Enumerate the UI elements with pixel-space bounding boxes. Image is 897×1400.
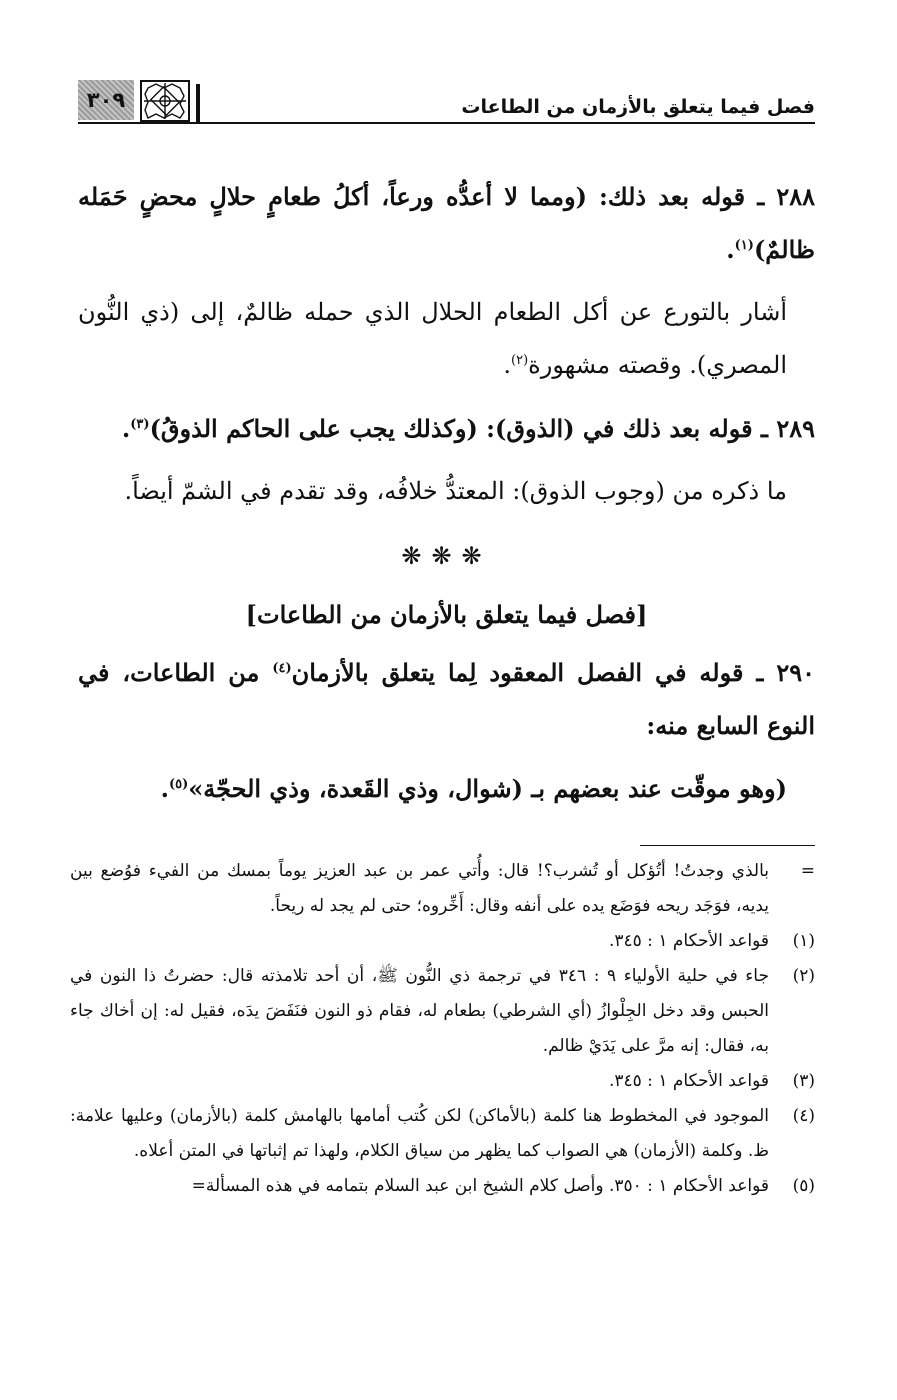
paragraph-288-heading-end: . bbox=[726, 235, 735, 264]
paragraph-289-text: ما ذكره من (وجوب الذوق): المعتدُّ خلافُه، وقد تقدم في الشمّ أيضاً. bbox=[124, 477, 787, 505]
geometric-ornament-icon bbox=[140, 80, 190, 122]
footnote-label: (٢) bbox=[792, 966, 815, 986]
paragraph-288-heading-text: ٢٨٨ ـ قوله بعد ذلك: (ومما لا أعدُّه ورعاً، أكلُ طعامٍ حلالٍ محضٍ حَمَله ظالمٌ) bbox=[78, 182, 815, 264]
paragraph-289-heading bbox=[78, 402, 815, 455]
footnote-text: جاء في حلية الأولياء ٩ : ٣٤٦ في ترجمة ذي النُّون ﷺ، أن أحد تلامذته قال: حضرتُ ذا النون في الحبس وقد دخل الجِلْوازُ (أي الشرطي) بطعام له، فقام ذو النون فنَفَضَ يدَه، فقيل له: إن أخاك جاء به، فقال: إنه مرَّ على يَدَيْ ظالم. bbox=[70, 966, 769, 1056]
footnote-label: (٣) bbox=[792, 1071, 815, 1091]
footnote-label: (١) bbox=[792, 931, 815, 951]
footnote-text: قواعد الأحكام ١ : ٣٤٥. bbox=[608, 931, 769, 951]
paragraph-290-quote-end: . bbox=[160, 774, 169, 803]
footnote-continued bbox=[70, 854, 815, 924]
paragraph-290-heading-text: ٢٩٠ ـ قوله في الفصل المعقود لِما يتعلق بالأزمان bbox=[291, 658, 816, 687]
paragraph-288-text-end: . bbox=[503, 351, 512, 379]
footnote-2 bbox=[70, 959, 815, 1064]
running-header bbox=[78, 78, 815, 124]
footnote-ref-2: (٢) bbox=[511, 353, 529, 368]
paragraph-288-text bbox=[78, 286, 815, 392]
paragraph-290-quote-text: (وهو موقّت عند بعضهم بـ (شوال، وذي القَعدة، وذي الحجّة» bbox=[188, 774, 787, 803]
footnote-ref-5: (٥) bbox=[168, 777, 189, 792]
header-divider-bar bbox=[196, 84, 200, 122]
footnote-label: = bbox=[800, 861, 815, 881]
header-rule bbox=[78, 122, 815, 124]
footnote-5 bbox=[70, 1169, 815, 1204]
paragraph-290-heading-rest: من الطاعات، في النوع السابع منه: bbox=[78, 658, 815, 740]
paragraph-288-body: أشار بالتورع عن أكل الطعام الحلال الذي حمله ظالمٌ، إلى (ذي النُّون المصري). وقصته مشهورة bbox=[78, 298, 787, 379]
page-number: ٣٠٩ bbox=[86, 88, 126, 112]
footnote-text: قواعد الأحكام ١ : ٣٥٠. وأصل كلام الشيخ ابن عبد السلام بتمامه في هذه المسألة= bbox=[191, 1176, 769, 1196]
paragraph-288-heading bbox=[78, 170, 815, 276]
footnotes bbox=[70, 854, 815, 1204]
header-title: فصل فيما يتعلق بالأزمان من الطاعات bbox=[461, 96, 815, 118]
footnote-separator-rule bbox=[640, 845, 815, 846]
footnote-3 bbox=[70, 1064, 815, 1099]
footnote-4 bbox=[70, 1099, 815, 1169]
page-number-box bbox=[78, 80, 134, 120]
paragraph-289-heading-text: ٢٨٩ ـ قوله بعد ذلك في (الذوق): (وكذلك يجب على الحاكم الذوقُ) bbox=[149, 414, 815, 443]
footnote-ref-4: (٤) bbox=[272, 661, 292, 676]
footnote-label: (٥) bbox=[792, 1176, 815, 1196]
footnote-text: الموجود في المخطوط هنا كلمة (بالأماكن) لكن كُتب أمامها بالهامش كلمة (بالأزمان) وعليها علامة: ظ. وكلمة (الأزمان) هي الصواب كما يظهر من سياق الكلام، ولهذا تم إثباتها في المتن أعلاه. bbox=[70, 1106, 769, 1161]
paragraph-290-heading bbox=[78, 646, 815, 752]
footnote-text: قواعد الأحكام ١ : ٣٤٥. bbox=[608, 1071, 769, 1091]
footnote-label: (٤) bbox=[792, 1106, 815, 1126]
main-text bbox=[78, 170, 815, 825]
paragraph-290-quote bbox=[78, 762, 815, 815]
footnote-1 bbox=[70, 924, 815, 959]
asterism-separator: ❋❋❋ bbox=[401, 542, 492, 570]
footnote-ref-3: (٣) bbox=[130, 417, 150, 432]
footnote-ref-1: (١) bbox=[734, 238, 754, 253]
section-heading: [فصل فيما يتعلق بالأزمان من الطاعات] bbox=[245, 600, 648, 629]
footnote-text: بالذي وجدتُ! أتُؤكل أو تُشرب؟! قال: وأُتي عمر بن عبد العزيز يوماً بمسك من الفيء فوُضع بين يديه، فوَجَد ريحه فوَضَع يده على أنفه وقال: أَخِّروه؛ حتى لم يجد له ريحاً. bbox=[70, 861, 769, 916]
paragraph-289-heading-end: . bbox=[121, 414, 131, 443]
